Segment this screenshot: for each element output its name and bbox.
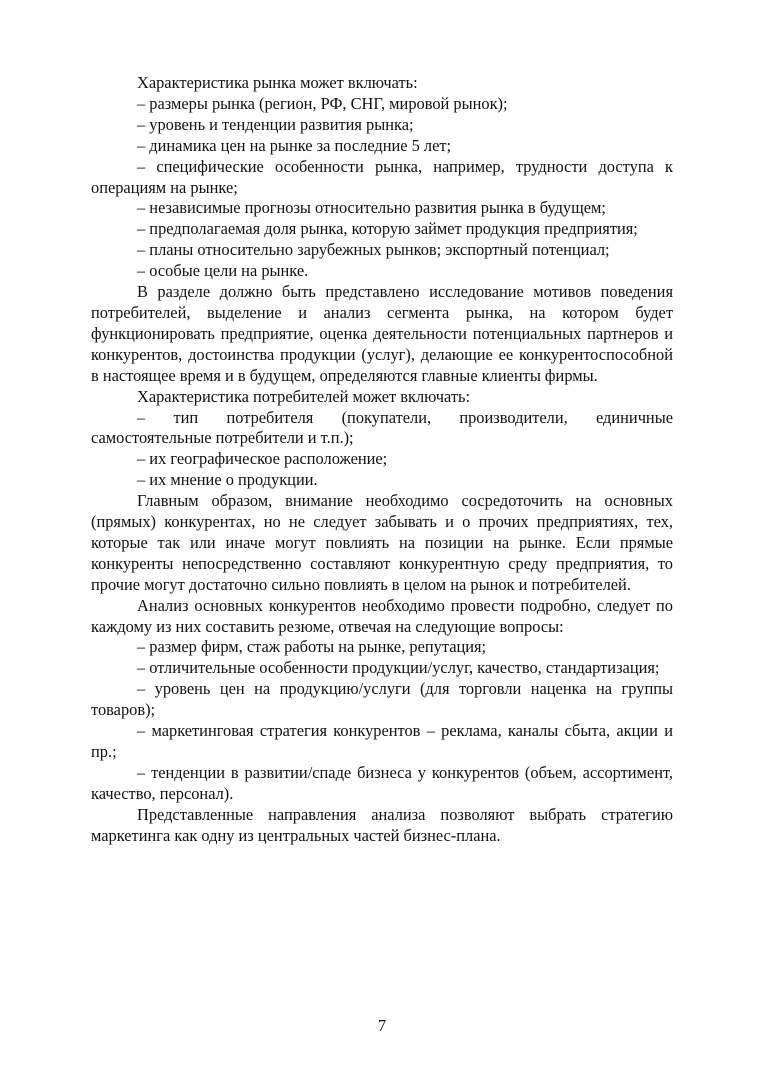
list-item: – маркетинговая стратегия конкурентов – реклама, каналы сбыта, акции и пр.; [91,721,673,761]
page-number: 7 [377,1016,387,1035]
list-item: – специфические особенности рынка, например, трудности доступа к операциям на рынке; [91,156,673,197]
list-item: – тип потребителя (покупатели, производители, единичные самостоятельные потребители и т.п.); [91,407,673,448]
paragraph-consumers-intro: Характеристика потребителей может включать: [137,386,471,406]
list-item: – уровень и тенденции развития рынка; [137,114,414,134]
list-item: – уровень цен на продукцию/услуги (для торговли наценка на группы товаров); [91,679,673,720]
list-item: – динамика цен на рынке за последние 5 лет; [137,135,452,155]
document-body [91,73,673,847]
list-item: – предполагаемая доля рынка, которую займет продукция предприятия; [137,219,638,239]
paragraph-section-content: В разделе должно быть представлено исследование мотивов поведения потребителей, выделение и анализ сегмента рынка, на котором будет функционировать предприятие, оценка деятельности потенциальных партнеров и конкурентов, достоинства продукции (услуг), делающие ее конкурентоспособной в настоящее время и в будущем, определяются главные клиенты фирмы. [91,282,673,385]
paragraph-competitors: Главным образом, внимание необходимо сосредоточить на основных (прямых) конкурентах, но не следует забывать и о прочих предприятиях, тех, которые так или иначе могут повлиять на позиции на рынке. Если прямые конкуренты непосредственно составляют конкурентную среду предприятия, то прочие могут достаточно сильно повлиять в целом на рынок и потребителей. [91,491,673,594]
paragraph-conclusion: Представленные направления анализа позволяют выбрать стратегию маркетинга как одну из центральных частей бизнес-плана. [91,804,673,845]
list-item: – тенденции в развитии/спаде бизнеса у конкурентов (объем, ассортимент, качество, персонал). [91,762,673,803]
list-item: – отличительные особенности продукции/услуг, качество, стандартизация; [137,658,660,678]
list-item: – их географическое расположение; [137,449,388,469]
list-item: – размер фирм, стаж работы на рынке, репутация; [137,637,487,657]
paragraph-competitor-analysis: Анализ основных конкурентов необходимо провести подробно, следует по каждому из них составить резюме, отвечая на следующие вопросы: [91,595,673,636]
list-item: – их мнение о продукции. [137,470,318,490]
list-item: – планы относительно зарубежных рынков; экспортный потенциал; [137,240,610,260]
list-item: – независимые прогнозы относительно развития рынка в будущем; [137,198,606,218]
list-item: – особые цели на рынке. [137,261,309,281]
list-item: – размеры рынка (регион, РФ, СНГ, мировой рынок); [137,93,508,113]
paragraph-market-intro: Характеристика рынка может включать: [137,73,418,92]
